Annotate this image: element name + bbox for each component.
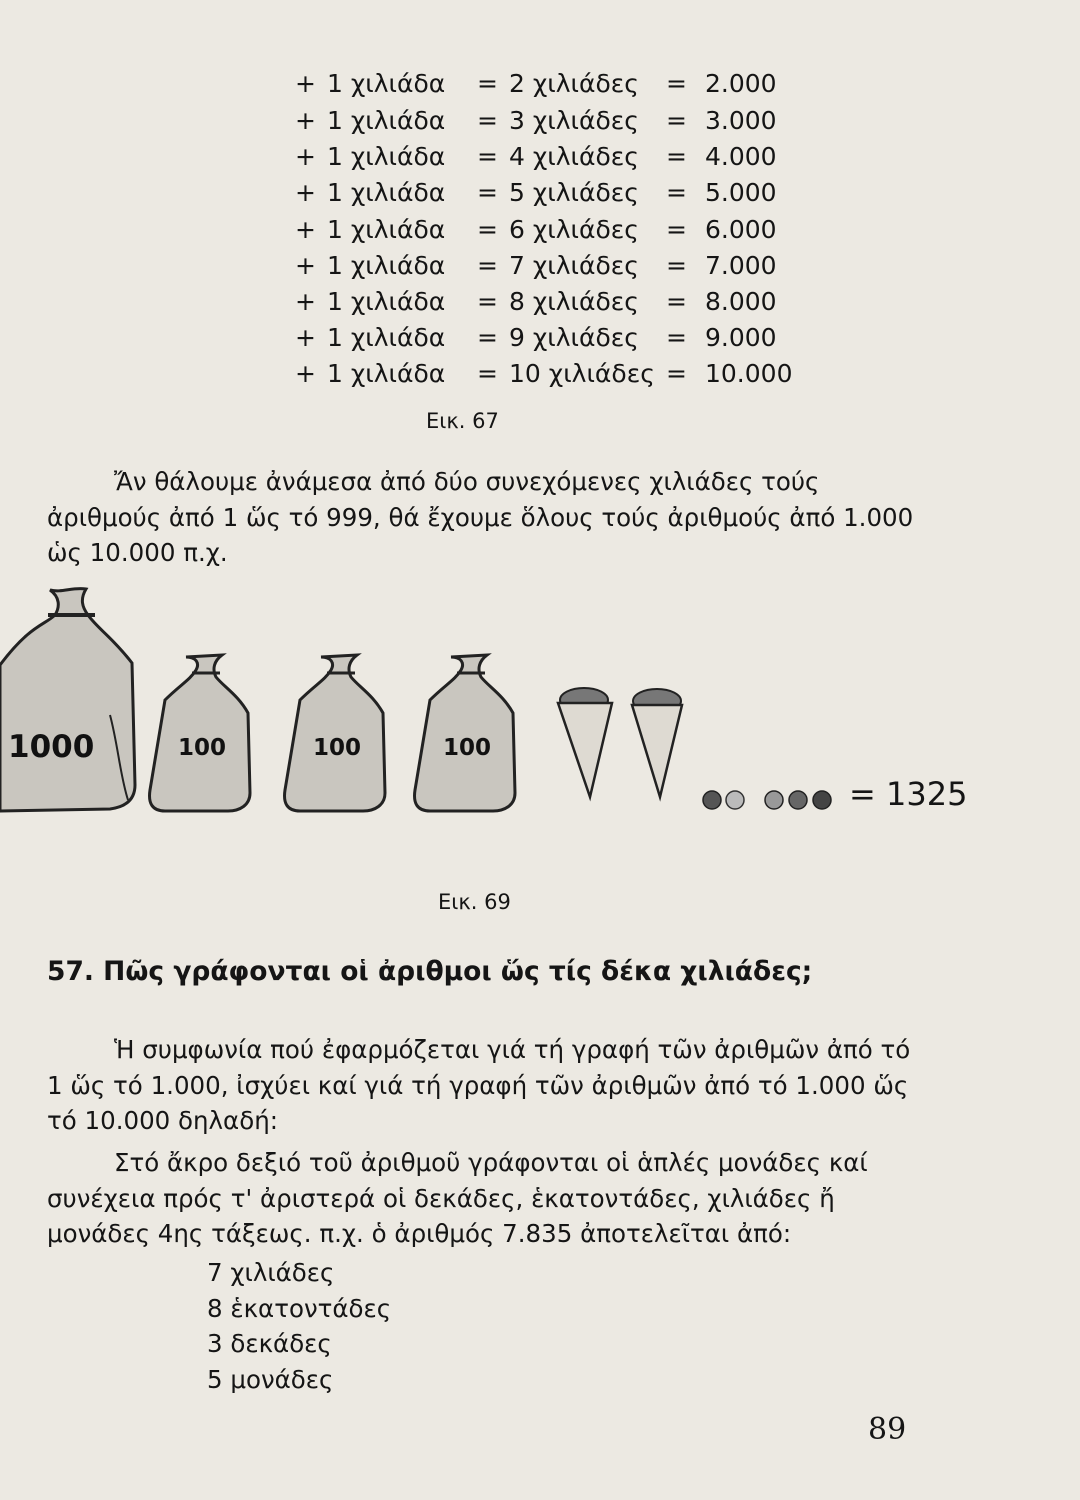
money-bag-icon [150, 655, 250, 811]
eq-result: 10 χιλιάδες [509, 359, 655, 388]
eq-plus: + [295, 251, 316, 280]
eq-addend: 1 χιλιάδα [327, 215, 446, 244]
list-item: 7 χιλιάδες [207, 1258, 335, 1287]
eq-equals: = [666, 287, 687, 316]
eq-result: 4 χιλιάδες [509, 142, 639, 171]
eq-value: 10.000 [705, 359, 793, 388]
eq-equals: = [477, 323, 498, 352]
eq-plus: + [295, 287, 316, 316]
eq-value: 6.000 [705, 215, 777, 244]
coin-icon [789, 791, 807, 809]
eq-equals: = [477, 359, 498, 388]
eq-result: 5 χιλιάδες [509, 178, 639, 207]
paragraph-intro [47, 464, 917, 571]
coin-icon [813, 791, 831, 809]
paragraph-text: Στό ἄκρο δεξιό τοῦ ἀριθμοῦ γράφονται οἱ ἁπλές μονάδες καί συνέχεια πρός τ' ἀριστερά οἱ δεκάδες, ἑκατοντάδες, χιλιάδες ἤ μονάδες 4ης τάξεως. π.χ. ὁ ἀριθμός 7.835 ἀποτελεῖται ἀπό: [47, 1148, 868, 1248]
eq-result: 9 χιλιάδες [509, 323, 639, 352]
eq-value: 2.000 [705, 69, 777, 98]
coin-icon [703, 791, 721, 809]
page-number: 89 [868, 1412, 907, 1447]
paragraph-explanation [47, 1145, 917, 1252]
eq-equals: = [666, 215, 687, 244]
paragraph-text: Ἄν θάλουμε ἀνάμεσα ἀπό δύο συνεχόμενες χιλιάδες τούς ἀριθμούς ἀπό 1 ὥς τό 999, θά ἔχουμε ὅλους τούς ἀριθμούς ἀπό 1.000 ὡς 10.000 π.χ. [47, 467, 914, 567]
eq-equals: = [666, 251, 687, 280]
eq-addend: 1 χιλιάδα [327, 359, 446, 388]
eq-addend: 1 χιλιάδα [327, 142, 446, 171]
eq-plus: + [295, 215, 316, 244]
bag-label: 100 [443, 735, 492, 761]
eq-equals: = [477, 69, 498, 98]
cone-icon [558, 688, 612, 797]
eq-equals: = [666, 178, 687, 207]
list-item: 8 ἑκατοντάδες [207, 1293, 392, 1323]
illustration-total: = 1325 [849, 775, 968, 813]
eq-result: 3 χιλιάδες [509, 106, 639, 135]
eq-value: 8.000 [705, 287, 777, 316]
eq-value: 3.000 [705, 106, 777, 135]
list-item: 5 μονάδες [207, 1364, 334, 1394]
paragraph-agreement [47, 1032, 917, 1139]
cone-icon [632, 689, 682, 797]
eq-equals: = [666, 106, 687, 135]
paragraph-text: Ἡ συμφωνία πού ἐφαρμόζεται γιά τή γραφή τῶν ἀριθμῶν ἀπό τό 1 ὥς τό 1.000, ἰσχύει καί γιά τή γραφή τῶν ἀριθμῶν ἀπό τό 1.000 ὥς τό 10.000 δηλαδή: [47, 1035, 911, 1135]
figure-caption-69: Εικ. 69 [438, 890, 511, 914]
eq-equals: = [666, 323, 687, 352]
eq-result: 7 χιλιάδες [509, 251, 639, 280]
coin-icon [765, 791, 783, 809]
eq-value: 7.000 [705, 251, 777, 280]
eq-plus: + [295, 106, 316, 135]
eq-addend: 1 χιλιάδα [327, 323, 446, 352]
eq-result: 8 χιλιάδες [509, 287, 639, 316]
eq-equals: = [477, 178, 498, 207]
money-bag-icon [285, 655, 385, 811]
eq-plus: + [295, 69, 316, 98]
section-heading: 57. Πῶς γράφονται οἱ ἀριθμοι ὥς τίς δέκα χιλιάδες; [47, 956, 813, 987]
list-item: 3 δεκάδες [207, 1329, 332, 1358]
eq-equals: = [477, 215, 498, 244]
eq-equals: = [477, 142, 498, 171]
eq-addend: 1 χιλιάδα [327, 69, 446, 98]
eq-value: 4.000 [705, 142, 777, 171]
eq-equals: = [666, 142, 687, 171]
eq-plus: + [295, 359, 316, 388]
eq-equals: = [477, 251, 498, 280]
eq-value: 9.000 [705, 323, 777, 352]
bag-label: 100 [178, 735, 227, 761]
eq-addend: 1 χιλιάδα [327, 178, 446, 207]
eq-equals: = [477, 106, 498, 135]
bag-label: 100 [313, 735, 362, 761]
eq-plus: + [295, 323, 316, 352]
eq-equals: = [666, 359, 687, 388]
eq-plus: + [295, 142, 316, 171]
eq-equals: = [477, 287, 498, 316]
eq-addend: 1 χιλιάδα [327, 287, 446, 316]
coin-icon [726, 791, 744, 809]
eq-result: 2 χιλιάδες [509, 69, 639, 98]
eq-plus: + [295, 178, 316, 207]
decomposition-list [207, 1255, 391, 1397]
eq-result: 6 χιλιάδες [509, 215, 639, 244]
money-bag-icon [415, 655, 515, 811]
eq-addend: 1 χιλιάδα [327, 106, 446, 135]
money-bag-icon [0, 589, 135, 811]
bag-label: 1000 [8, 729, 95, 765]
eq-value: 5.000 [705, 178, 777, 207]
eq-addend: 1 χιλιάδα [327, 251, 446, 280]
eq-equals: = [666, 69, 687, 98]
figure-caption-67: Εικ. 67 [426, 409, 499, 433]
